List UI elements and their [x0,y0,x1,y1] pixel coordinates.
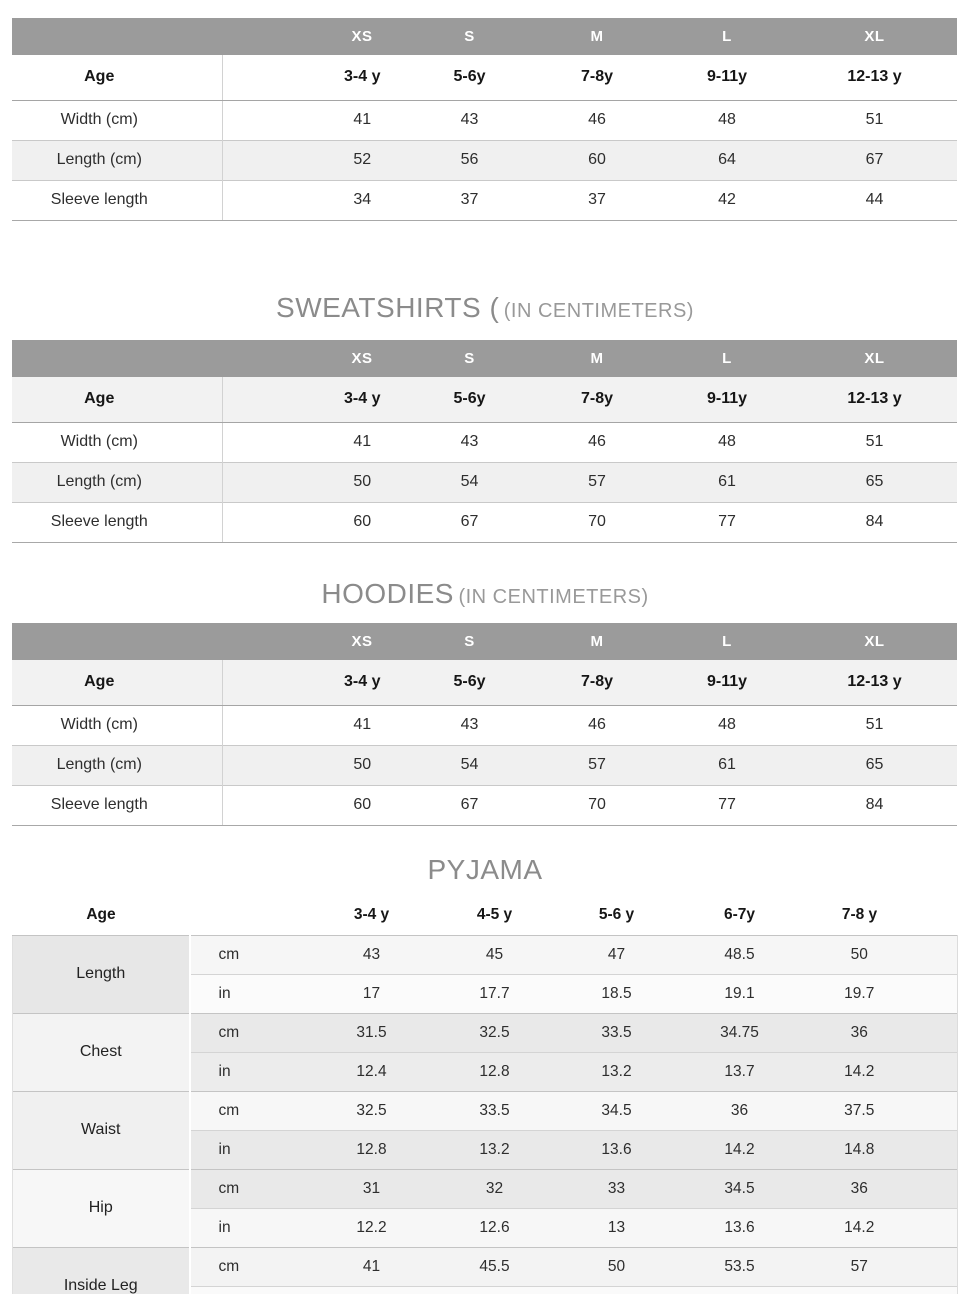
cell: 43 [460,716,479,733]
cell: 61 [662,462,792,502]
cell: 43 [460,433,479,450]
cell: 57 [802,1247,958,1286]
cell: 14.2 [678,1130,802,1169]
size-col-header: XS [222,623,407,660]
size-col-header: S [407,18,532,55]
cell: 84 [792,785,957,825]
hoodies-title-text: HOODIES [321,578,454,609]
age-col-header: 6-7y [678,895,802,935]
row-label: Sleeve length [12,502,222,542]
size-col-header: M [532,623,662,660]
cell: 57 [532,462,662,502]
age-col-header: 3-4 y [310,895,434,935]
cell: 19.1 [678,974,802,1013]
size-col-header: XS [222,18,407,55]
table-row [13,1169,958,1208]
size-table [12,623,957,826]
cell: 7-8y [532,377,662,422]
cell: 13.7 [678,1052,802,1091]
section-label: Waist [13,1091,190,1169]
pyjama-title-text: PYJAMA [427,854,543,885]
table-row [12,422,957,462]
table-row [13,1013,958,1052]
cell: 53.5 [678,1247,802,1286]
sweatshirts-title [0,288,970,328]
cell: 60 [532,140,662,180]
size-header-row [12,18,957,55]
cell: 7-8y [532,55,662,100]
unit-label: in [190,1130,310,1169]
cell: 13.2 [434,1130,556,1169]
size-table-tops [12,18,957,221]
row-label: Width (cm) [12,705,222,745]
cell: 37.5 [802,1091,958,1130]
cell: 47 [556,935,678,974]
table-row [12,55,957,100]
row-label: Length (cm) [12,462,222,502]
row-label: Age [12,55,222,100]
sweatshirts-title-text: SWEATSHIRTS ( [276,292,500,323]
cell: 54 [407,745,532,785]
table-row [12,140,957,180]
cell: 9-11y [662,660,792,705]
pyjama-size-table [12,895,958,1294]
cell: 51 [865,716,884,733]
cell: 18.5 [556,974,678,1013]
cell: 14.2 [802,1052,958,1091]
unit-label: cm [190,1169,310,1208]
cell: 48 [718,716,736,733]
cell: 67 [792,140,957,180]
size-col-header: XL [792,340,957,377]
cell: 7-8y [532,660,662,705]
table-row [12,377,957,422]
cell: 77 [662,502,792,542]
cell: 48.5 [678,935,802,974]
age-label: Age [13,895,190,935]
size-table-sweatshirts [12,340,957,543]
cell: 42 [662,180,792,220]
cell: 48 [718,433,736,450]
cell: 56 [407,140,532,180]
unit-label: cm [190,1013,310,1052]
cell: 65 [792,745,957,785]
cell [310,1286,434,1294]
cell: 3-4 y [222,55,407,100]
cell: 36 [802,1013,958,1052]
pyjama-header-row [13,895,958,935]
cell [434,1286,556,1294]
sweatshirts-title-unit: (IN CENTIMETERS) [503,300,694,322]
table-row [12,502,957,542]
cell: 50 [556,1247,678,1286]
age-col-header: 7-8 y [802,895,958,935]
cell: 17 [310,974,434,1013]
hoodies-title-unit: (IN CENTIMETERS) [458,586,649,608]
pyjama-title [0,850,970,890]
cell: 67 [407,502,532,542]
hoodies-title [0,574,970,614]
table-row [12,705,957,745]
cell: 5-6y [407,377,532,422]
age-col-header: 5-6 y [556,895,678,935]
cell: 12.4 [310,1052,434,1091]
cell: 65 [792,462,957,502]
cell: 9-11y [662,55,792,100]
cell: 84 [792,502,957,542]
cell: 13 [556,1208,678,1247]
cell: 61 [662,745,792,785]
cell: 57 [532,745,662,785]
cell: 43 [460,111,479,128]
size-col-header: L [662,623,792,660]
cell: 43 [310,935,434,974]
section-label: Hip [13,1169,190,1247]
section-label: Inside Leg [13,1247,190,1294]
size-header-spacer [12,623,222,660]
table-row [13,1247,958,1286]
cell: 33.5 [556,1013,678,1052]
cell: 34 [222,180,407,220]
cell: 32 [434,1169,556,1208]
row-label: Length (cm) [12,140,222,180]
cell: 14.8 [802,1130,958,1169]
size-col-header: S [407,340,532,377]
cell [678,1286,802,1294]
age-col-header: 4-5 y [434,895,556,935]
row-label: Sleeve length [12,180,222,220]
cell: 50 [802,935,958,974]
cell: 41 [310,1247,434,1286]
cell: 51 [865,111,884,128]
size-col-header: L [662,18,792,55]
cell: 12.2 [310,1208,434,1247]
cell: 12.8 [310,1130,434,1169]
cell [802,1286,958,1294]
unit-label: cm [190,935,310,974]
size-col-header: S [407,623,532,660]
table-row [12,745,957,785]
cell: 31.5 [310,1013,434,1052]
cell: 44 [792,180,957,220]
header-spacer [190,895,310,935]
cell: 51 [865,433,884,450]
size-header-row [12,340,957,377]
cell: 13.6 [556,1130,678,1169]
size-header-spacer [12,340,222,377]
cell: 3-4 y [222,660,407,705]
size-col-header: XS [222,340,407,377]
cell: 60 [222,785,407,825]
unit-label [190,1286,310,1294]
cell: 46 [588,716,606,733]
unit-label: in [190,974,310,1013]
cell: 46 [588,433,606,450]
table-row [13,935,958,974]
cell: 70 [532,502,662,542]
unit-label: cm [190,1247,310,1286]
cell: 33 [556,1169,678,1208]
table-row [13,1091,958,1130]
cell: 34.75 [678,1013,802,1052]
cell: 52 [222,140,407,180]
unit-label: in [190,1052,310,1091]
size-col-header: M [532,18,662,55]
cell [556,1286,678,1294]
table-row [12,785,957,825]
size-table-hoodies [12,623,957,826]
table-row [12,462,957,502]
cell: 36 [678,1091,802,1130]
cell: 9-11y [662,377,792,422]
row-label: Width (cm) [12,422,222,462]
cell: 37 [407,180,532,220]
cell: 5-6y [407,55,532,100]
row-label: Length (cm) [12,745,222,785]
table-row [12,100,957,140]
cell: 45 [434,935,556,974]
cell: 32.5 [310,1091,434,1130]
pyjama-table [12,895,957,1294]
cell: 50 [222,745,407,785]
cell: 34.5 [678,1169,802,1208]
cell: 14.2 [802,1208,958,1247]
cell: 60 [222,502,407,542]
cell: 31 [310,1169,434,1208]
cell: 36 [802,1169,958,1208]
cell: 45.5 [434,1247,556,1286]
size-col-header: L [662,340,792,377]
section-label: Length [13,935,190,1013]
cell: 64 [662,140,792,180]
cell: 50 [222,462,407,502]
row-label: Sleeve length [12,785,222,825]
size-table [12,340,957,543]
cell: 3-4 y [222,377,407,422]
cell: 12.6 [434,1208,556,1247]
cell: 41 [353,716,372,733]
cell: 19.7 [802,974,958,1013]
cell: 67 [407,785,532,825]
unit-label: in [190,1208,310,1247]
cell: 13.2 [556,1052,678,1091]
row-label: Width (cm) [12,100,222,140]
cell: 37 [532,180,662,220]
section-label: Chest [13,1013,190,1091]
cell: 41 [353,111,372,128]
cell: 46 [588,111,606,128]
row-label: Age [12,660,222,705]
cell: 54 [407,462,532,502]
cell: 12-13 y [792,55,957,100]
cell: 41 [353,433,372,450]
cell: 13.6 [678,1208,802,1247]
cell: 5-6y [407,660,532,705]
cell: 70 [532,785,662,825]
cell: 34.5 [556,1091,678,1130]
cell: 17.7 [434,974,556,1013]
cell: 32.5 [434,1013,556,1052]
size-col-header: M [532,340,662,377]
size-header-spacer [12,18,222,55]
cell: 12-13 y [792,377,957,422]
table-row [12,660,957,705]
size-col-header: XL [792,18,957,55]
unit-label: cm [190,1091,310,1130]
size-header-row [12,623,957,660]
row-label: Age [12,377,222,422]
size-table [12,18,957,221]
cell: 77 [662,785,792,825]
cell: 12-13 y [792,660,957,705]
cell: 48 [718,111,736,128]
table-row [12,180,957,220]
cell: 33.5 [434,1091,556,1130]
cell: 12.8 [434,1052,556,1091]
size-col-header: XL [792,623,957,660]
